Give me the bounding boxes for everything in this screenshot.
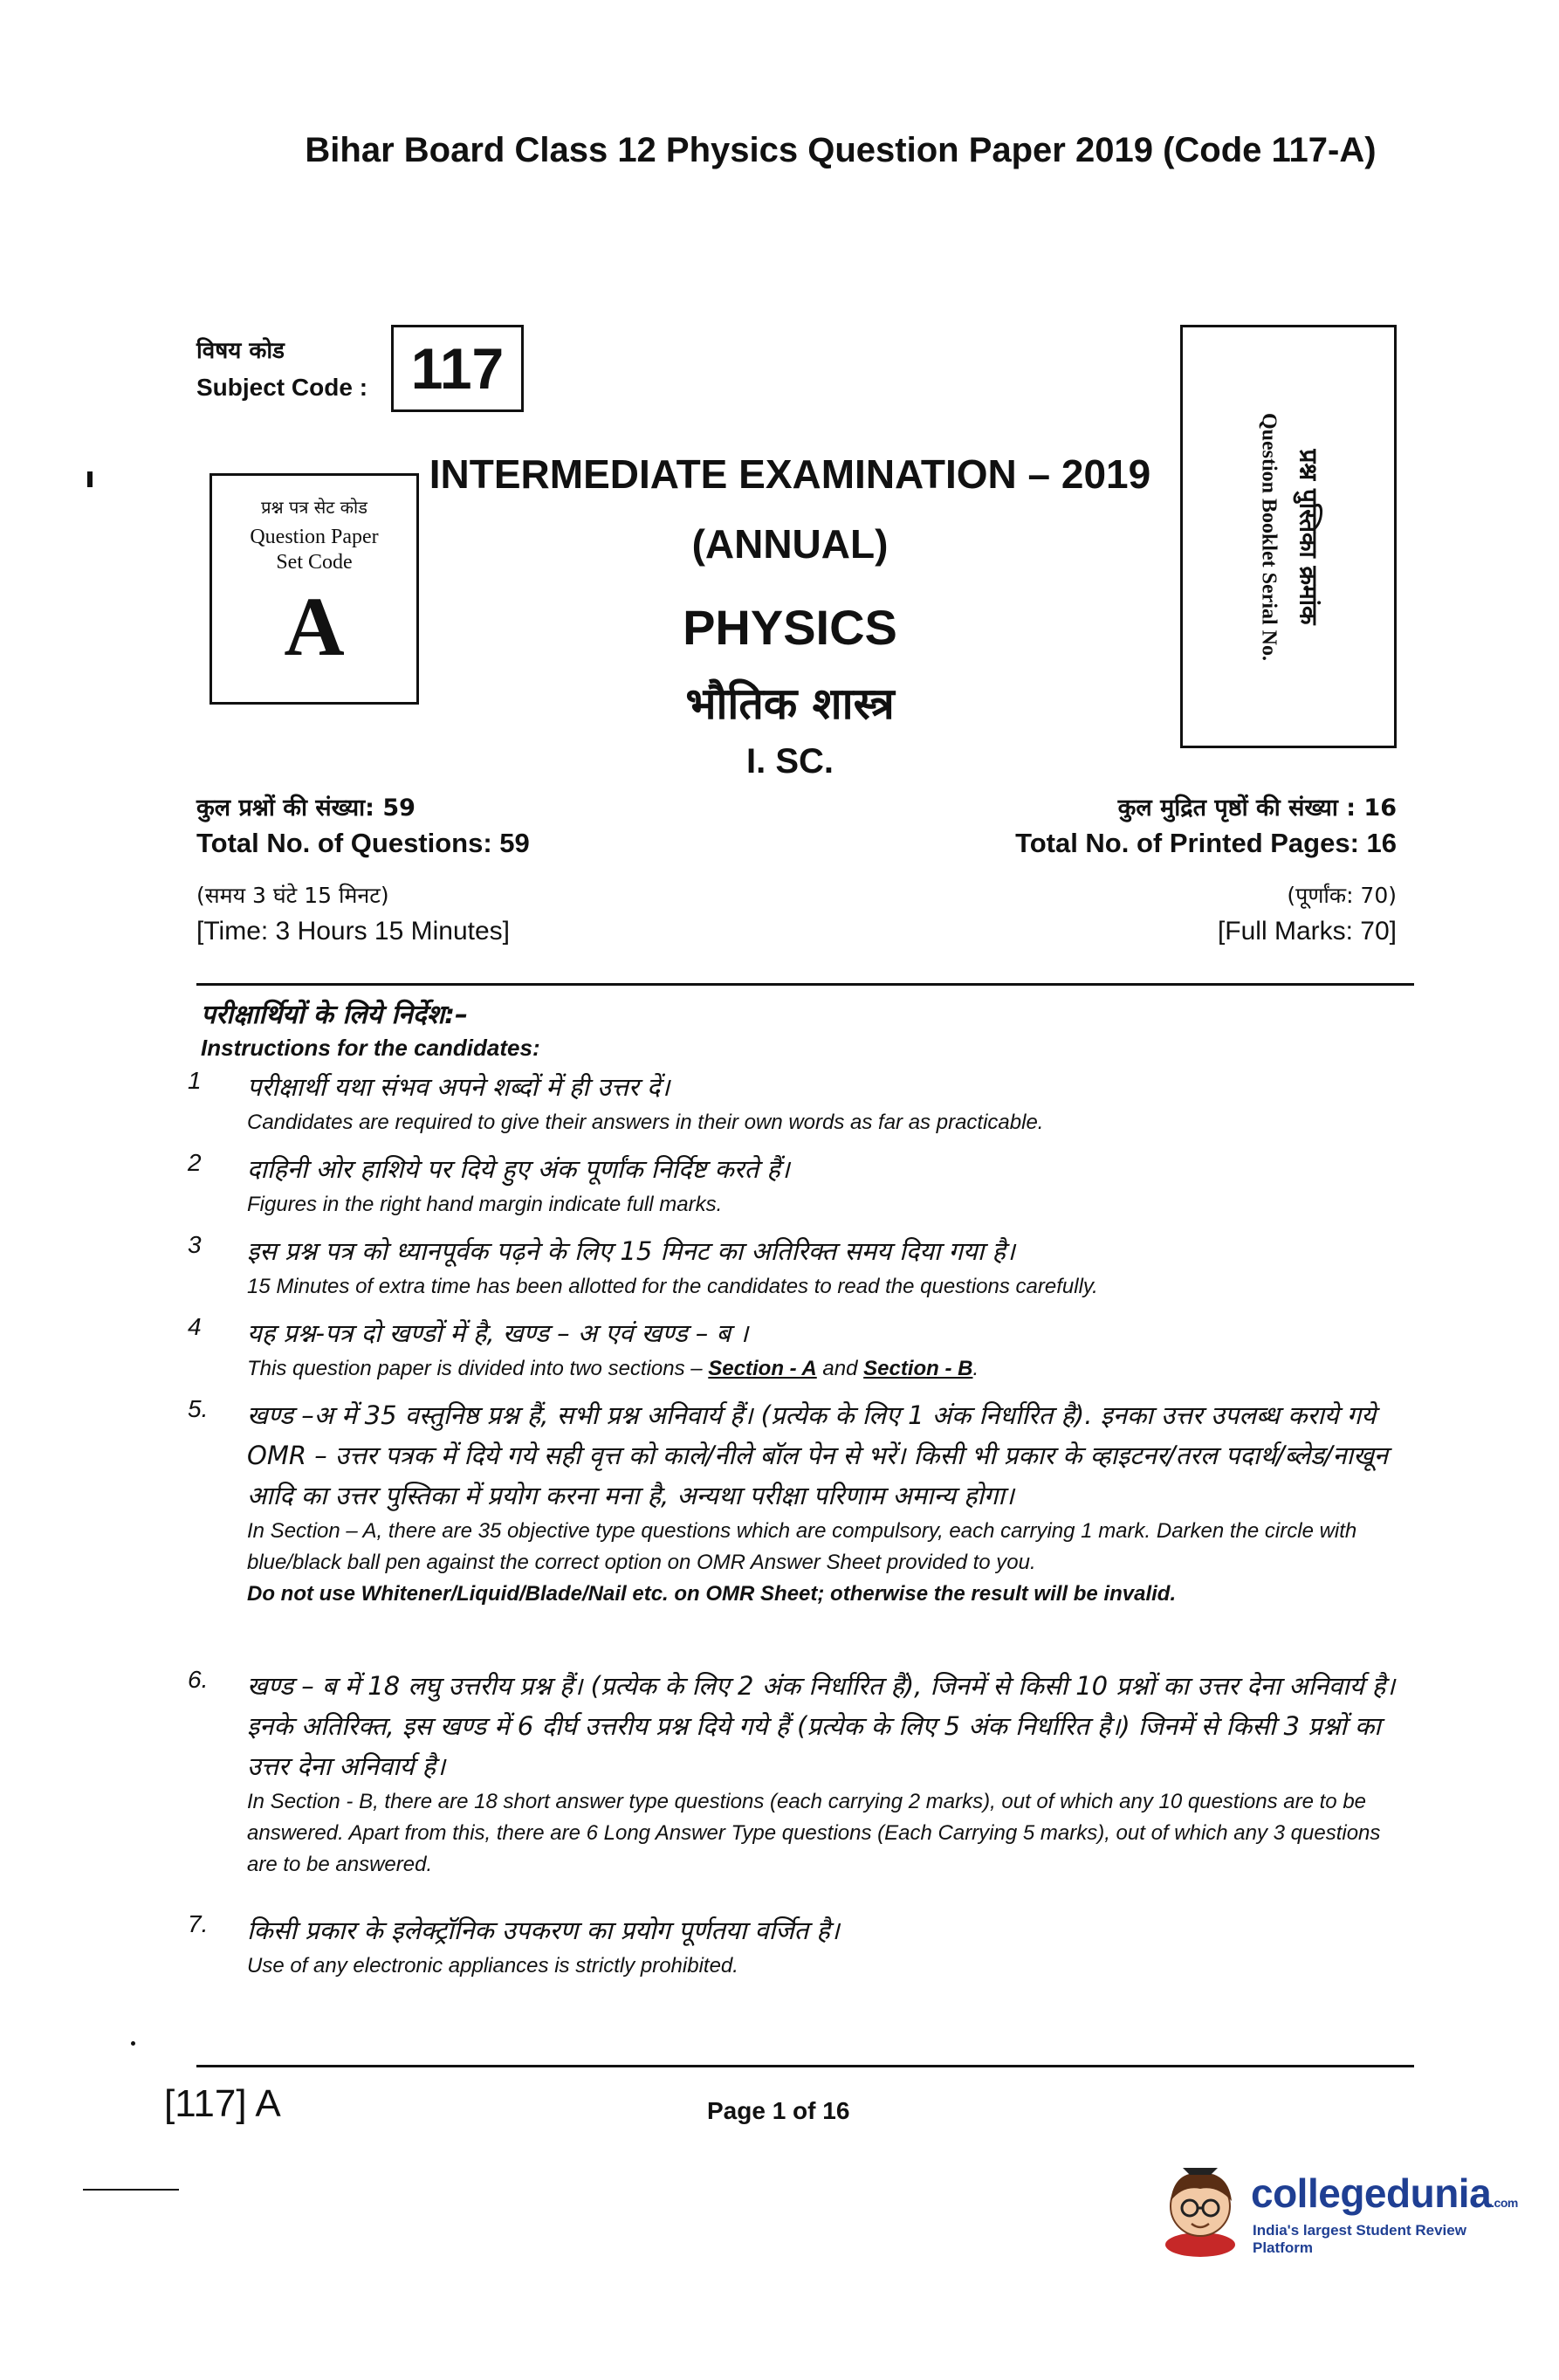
instruction-text-hindi: खण्ड –अ में 35 वस्तुनिष्ठ प्रश्न हैं, सभी प्रश्न अनिवार्य हैं। (प्रत्येक के लिए 1 अंक निर्धारित है). इनका उत्तर उपलब्ध कराये गये OMR – उत्तर पत्रक में दिये गये सही वृत्त को काले/नीले बॉल पेन से भरें। किसी भी प्रकार के व्हाइटनर/तरल पदार्थ/ब्लेड/नाखून आदि का उत्तर पुस्तिका में प्रयोग करना मना है, अन्यथा परीक्षा परिणाम अमान्य होगा। xyxy=(247,1400,1388,1510)
full-marks-hindi: (पूर्णांक: 70) xyxy=(1287,883,1397,908)
section-a-label: Section - A xyxy=(708,1357,817,1380)
instruction-text-hindi: किसी प्रकार के इलेक्ट्रॉनिक उपकरण का प्रयोग पूर्णतया वर्जित है। xyxy=(247,1916,840,1945)
instruction-item-5 xyxy=(188,1395,1410,1610)
instruction-text-hindi: दाहिनी ओर हाशिये पर दिये हुए अंक पूर्णांक निर्दिष्ट करते हैं। xyxy=(247,1154,790,1184)
instruction-text-hindi: यह प्रश्न-पत्र दो खण्डों में है, खण्ड – अ एवं खण्ड – ब । xyxy=(247,1318,749,1348)
logo-name: collegedunia xyxy=(1251,2170,1492,2216)
logo-wordmark xyxy=(1251,2170,1518,2217)
pages-count: Total No. of Printed Pages: 16 xyxy=(1015,828,1397,858)
exam-title: INTERMEDIATE EXAMINATION – 2019 xyxy=(429,451,1151,497)
time-allowed: [Time: 3 Hours 15 Minutes] xyxy=(196,917,511,946)
instruction-number: 1 xyxy=(188,1067,202,1094)
margin-dash xyxy=(83,2189,179,2191)
instruction-item-1 xyxy=(188,1067,1410,1138)
instruction-text-hindi: परीक्षार्थी यथा संभव अपने शब्दों में ही उत्तर दें। xyxy=(247,1072,670,1102)
subject-code-label: Subject Code : xyxy=(196,374,368,401)
question-paper-set-code-box xyxy=(209,473,419,705)
exam-session: (ANNUAL) xyxy=(691,521,889,567)
instruction-text-hindi: इस प्रश्न पत्र को ध्यानपूर्वक पढ़ने के लिए 15 मिनट का अतिरिक्त समय दिया गया है। xyxy=(247,1236,1015,1266)
scan-dot xyxy=(131,2041,135,2046)
instruction-item-6 xyxy=(188,1666,1410,1881)
serial-label-hindi: प्रश्न पुस्तिका क्रमांक xyxy=(1294,449,1323,625)
stream-label: I. SC. xyxy=(745,742,834,781)
sections-intro: This question paper is divided into two sections – xyxy=(247,1357,709,1380)
serial-label-english: Question Booklet Serial No. xyxy=(1257,412,1281,661)
booklet-serial-label xyxy=(1257,345,1326,729)
instruction-number: 3 xyxy=(188,1231,202,1258)
instruction-item-3 xyxy=(188,1231,1410,1303)
instruction-text: Use of any electronic appliances is strictly prohibited. xyxy=(247,1954,738,1978)
instruction-number: 2 xyxy=(188,1149,202,1176)
instruction-number: 7. xyxy=(188,1910,209,1937)
subject-name-hindi: भौतिक शास्त्र xyxy=(685,678,895,729)
booklet-serial-box xyxy=(1180,325,1397,748)
pages-count-hindi: कुल मुद्रित पृष्ठों की संख्या : 16 xyxy=(1117,794,1397,822)
divider-top xyxy=(196,983,1414,986)
paper-code-footer: [117] A xyxy=(164,2082,281,2125)
page-number: Page 1 of 16 xyxy=(707,2097,850,2124)
instruction-text: In Section - B, there are 18 short answer type questions (each carrying 2 marks), out of which any 10 questions are to be answered. Apart from this, there are 6 Long Answer Type questions (Each Carrying 5 marks), out of which any 3 questions are to be answered. xyxy=(247,1790,1381,1876)
collegedunia-logo[interactable] xyxy=(1157,2161,1523,2257)
scan-mark xyxy=(87,471,93,487)
full-marks: [Full Marks: 70] xyxy=(1217,917,1397,946)
instruction-warning: Do not use Whitener/Liquid/Blade/Nail etc. on OMR Sheet; otherwise the result will be invalid. xyxy=(247,1582,1177,1606)
instruction-item-4 xyxy=(188,1313,1410,1385)
instruction-text: In Section – A, there are 35 objective type questions which are compulsory, each carrying 1 mark. Darken the circle with blue/black ball pen against the correct option on OMR Answer Sheet provided to you. xyxy=(247,1519,1357,1574)
instruction-item-7 xyxy=(188,1910,1410,1982)
divider-bottom xyxy=(196,2065,1414,2067)
document-title: Bihar Board Class 12 Physics Question Paper 2019 (Code 117-A) xyxy=(305,131,1377,169)
subject-code-box: 117 xyxy=(391,325,524,412)
set-code-label-line1: Question Paper xyxy=(250,526,379,548)
logo-suffix: .com xyxy=(1491,2196,1518,2210)
instructions-heading-hindi: परीक्षार्थियों के लिये निर्देश:– xyxy=(201,1000,469,1030)
instruction-text: Figures in the right hand margin indicate full marks. xyxy=(247,1193,723,1216)
subject-name: PHYSICS xyxy=(683,600,897,655)
questions-count: Total No. of Questions: 59 xyxy=(196,828,530,858)
subject-code-label-hindi: विषय कोड xyxy=(196,338,285,364)
instruction-text: Candidates are required to give their answers in their own words as far as practicable. xyxy=(247,1111,1044,1134)
instruction-text: 15 Minutes of extra time has been allotted for the candidates to read the questions carefully. xyxy=(247,1275,1098,1298)
instruction-item-2 xyxy=(188,1149,1410,1221)
set-code-label-line2: Set Code xyxy=(276,551,353,574)
instruction-number: 4 xyxy=(188,1313,202,1340)
instruction-text xyxy=(247,1353,1410,1385)
section-b-label: Section - B xyxy=(863,1357,973,1380)
questions-count-hindi: कुल प्रश्नों की संख्या: 59 xyxy=(196,794,416,822)
set-code-letter: A xyxy=(284,580,345,673)
instruction-number: 6. xyxy=(188,1666,209,1693)
time-hindi: (समय 3 घंटे 15 मिनट) xyxy=(196,883,389,908)
instructions-heading: Instructions for the candidates: xyxy=(201,1035,540,1061)
instruction-text-hindi: खण्ड – ब में 18 लघु उत्तरीय प्रश्न हैं। (प्रत्येक के लिए 2 अंक निर्धारित हैं), जिनमें से किसी 10 प्रश्नों का उत्तर देना अनिवार्य है। इनके अतिरिक्त, इस खण्ड में 6 दीर्घ उत्तरीय प्रश्न दिये गये हैं (प्रत्येक के लिए 5 अंक निर्धारित है।) जिनमें से किसी 3 प्रश्नों का उत्तर देना अनिवार्य है। xyxy=(247,1671,1396,1781)
sections-end: . xyxy=(972,1357,979,1380)
sections-and: and xyxy=(816,1357,864,1380)
logo-tagline: India's largest Student Review Platform xyxy=(1253,2222,1466,2256)
mascot-icon xyxy=(1157,2161,1244,2257)
instruction-number: 5. xyxy=(188,1395,209,1422)
set-code-label-hindi: प्रश्न पत्र सेट कोड xyxy=(261,497,367,518)
